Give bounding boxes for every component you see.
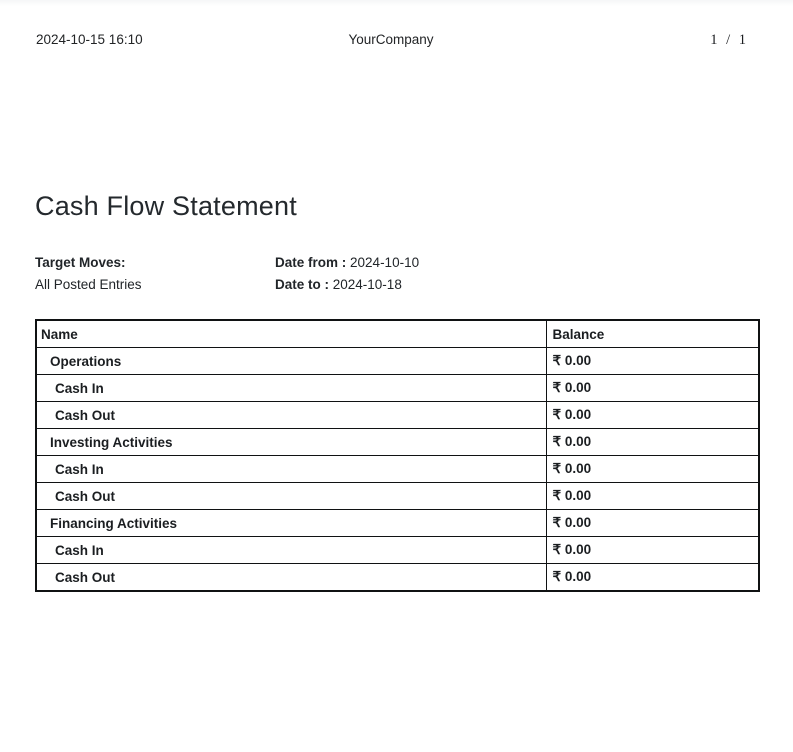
row-balance-cell: ₹ 0.00 <box>546 510 759 537</box>
table-row <box>36 456 759 483</box>
table-row <box>36 537 759 564</box>
column-header-balance: Balance <box>546 320 759 348</box>
report-filters <box>35 252 757 295</box>
table-body <box>36 348 759 592</box>
row-name-cell: Investing Activities <box>36 429 546 456</box>
date-from-label: Date from : <box>275 255 347 270</box>
table-header <box>36 320 759 348</box>
header-page-number: 1 / 1 <box>710 32 746 48</box>
date-to-label: Date to : <box>275 276 329 292</box>
page-header <box>36 32 746 50</box>
row-name-cell: Cash Out <box>36 483 546 510</box>
date-to-row <box>275 274 757 296</box>
page-top-edge <box>0 0 793 6</box>
row-name-cell: Cash In <box>36 537 546 564</box>
date-to-value: 2024-10-18 <box>332 276 402 292</box>
target-moves-label: Target Moves: <box>35 255 126 270</box>
row-balance-cell: ₹ 0.00 <box>546 402 759 429</box>
header-datetime: 2024-10-15 16:10 <box>36 32 143 47</box>
target-moves-block <box>35 252 275 295</box>
date-from-row <box>275 252 757 274</box>
table-row <box>36 402 759 429</box>
row-name-cell: Cash Out <box>36 402 546 429</box>
table-row <box>36 375 759 402</box>
row-name-cell: Cash In <box>36 375 546 402</box>
row-name-cell: Financing Activities <box>36 510 546 537</box>
row-balance-cell: ₹ 0.00 <box>546 375 759 402</box>
header-company-name: YourCompany <box>348 32 434 47</box>
date-from-value: 2024-10-10 <box>350 255 420 270</box>
date-range-block <box>275 252 757 295</box>
target-moves-value: All Posted Entries <box>35 276 142 292</box>
row-name-cell: Operations <box>36 348 546 375</box>
row-balance-cell: ₹ 0.00 <box>546 348 759 375</box>
row-name-cell: Cash Out <box>36 564 546 592</box>
table-header-row <box>36 320 759 348</box>
row-balance-cell: ₹ 0.00 <box>546 429 759 456</box>
cash-flow-table <box>35 319 760 592</box>
table-row <box>36 510 759 537</box>
report-title: Cash Flow Statement <box>35 191 297 221</box>
row-balance-cell: ₹ 0.00 <box>546 564 759 592</box>
table-row <box>36 429 759 456</box>
row-balance-cell: ₹ 0.00 <box>546 537 759 564</box>
row-name-cell: Cash In <box>36 456 546 483</box>
table-row <box>36 564 759 592</box>
table-row <box>36 483 759 510</box>
table-row <box>36 348 759 375</box>
row-balance-cell: ₹ 0.00 <box>546 483 759 510</box>
column-header-name: Name <box>36 320 546 348</box>
row-balance-cell: ₹ 0.00 <box>546 456 759 483</box>
